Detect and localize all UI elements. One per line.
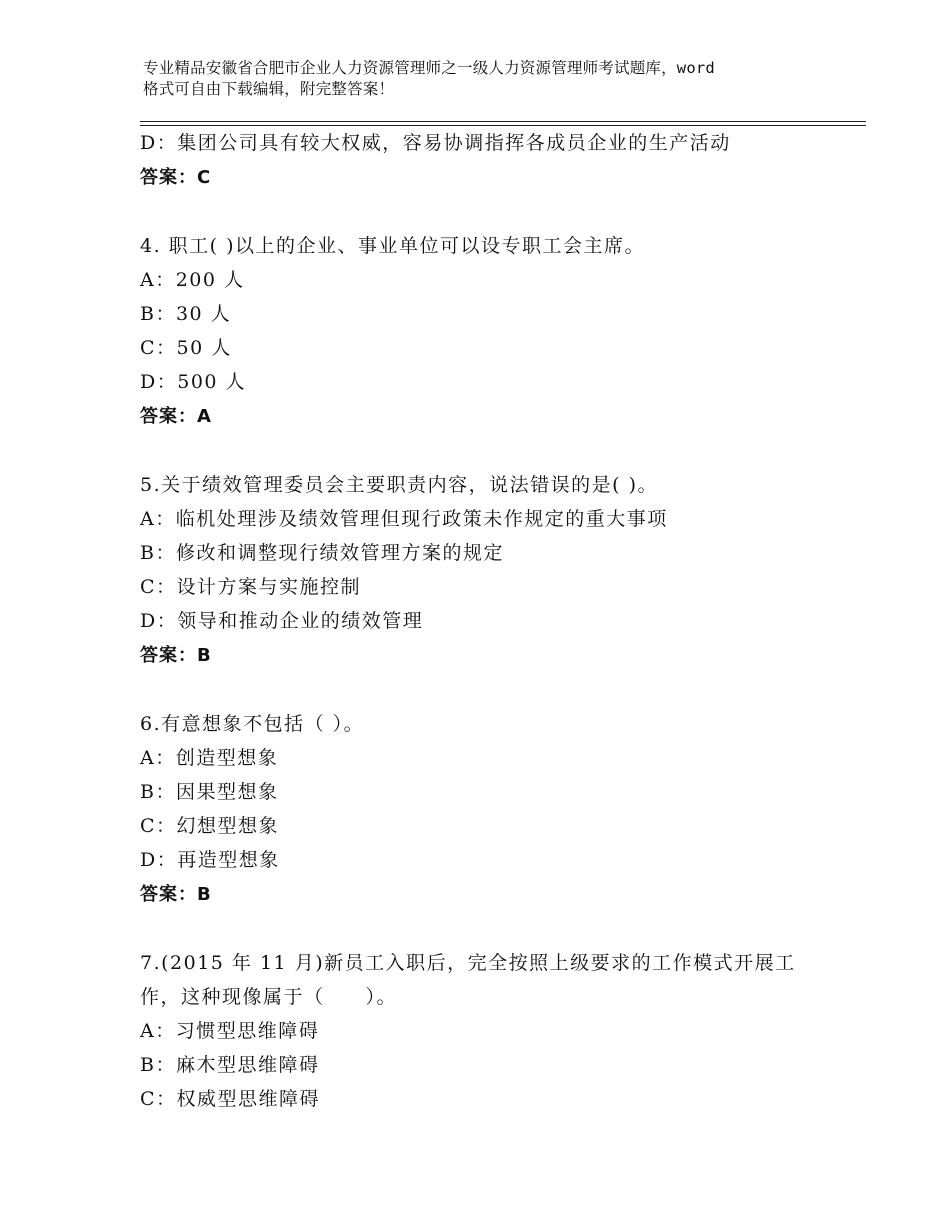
header-divider-secondary (140, 125, 866, 126)
answer-line: 答案：B (140, 884, 212, 905)
option-d: D：集团公司具有较大权威，容易协调指挥各成员企业的生产活动 (140, 132, 731, 154)
answer-line: 答案：B (140, 645, 212, 666)
question-stem: 5.关于绩效管理委员会主要职责内容，说法错误的是( )。 (140, 474, 658, 496)
question-stem: 6.有意想象不包括（ ）。 (140, 713, 365, 735)
option-a: A：习惯型思维障碍 (140, 1020, 320, 1042)
header-line-1: 专业精品安徽省合肥市企业人力资源管理师之一级人力资源管理师考试题库，word (143, 59, 715, 77)
header-line-2: 格式可自由下载编辑，附完整答案！ (143, 80, 395, 98)
option-d: D：500 人 (140, 371, 247, 393)
option-c: C：50 人 (140, 337, 232, 359)
question-stem: 4. 职工( )以上的企业、事业单位可以设专职工会主席。 (140, 235, 646, 257)
option-b: B：因果型想象 (140, 781, 279, 803)
option-d: D：再造型想象 (140, 849, 280, 871)
option-c: C：权威型思维障碍 (140, 1088, 321, 1110)
option-d: D：领导和推动企业的绩效管理 (140, 610, 424, 632)
option-a: A：创造型想象 (140, 747, 279, 769)
option-c: C：幻想型想象 (140, 815, 280, 837)
option-c: C：设计方案与实施控制 (140, 576, 362, 598)
document-header (143, 58, 843, 100)
option-b: B：麻木型思维障碍 (140, 1054, 320, 1076)
question-stem-continued: 作，这种现像属于（ ）。 (140, 986, 398, 1008)
option-a: A：临机处理涉及绩效管理但现行政策未作规定的重大事项 (140, 508, 668, 530)
option-a: A：200 人 (140, 269, 245, 291)
answer-line: 答案：A (140, 406, 212, 427)
question-stem: 7.(2015 年 11 月)新员工入职后，完全按照上级要求的工作模式开展工 (140, 952, 796, 974)
answer-line: 答案：C (140, 167, 212, 188)
option-b: B：修改和调整现行绩效管理方案的规定 (140, 542, 504, 564)
header-divider (140, 121, 866, 122)
option-b: B：30 人 (140, 303, 232, 325)
